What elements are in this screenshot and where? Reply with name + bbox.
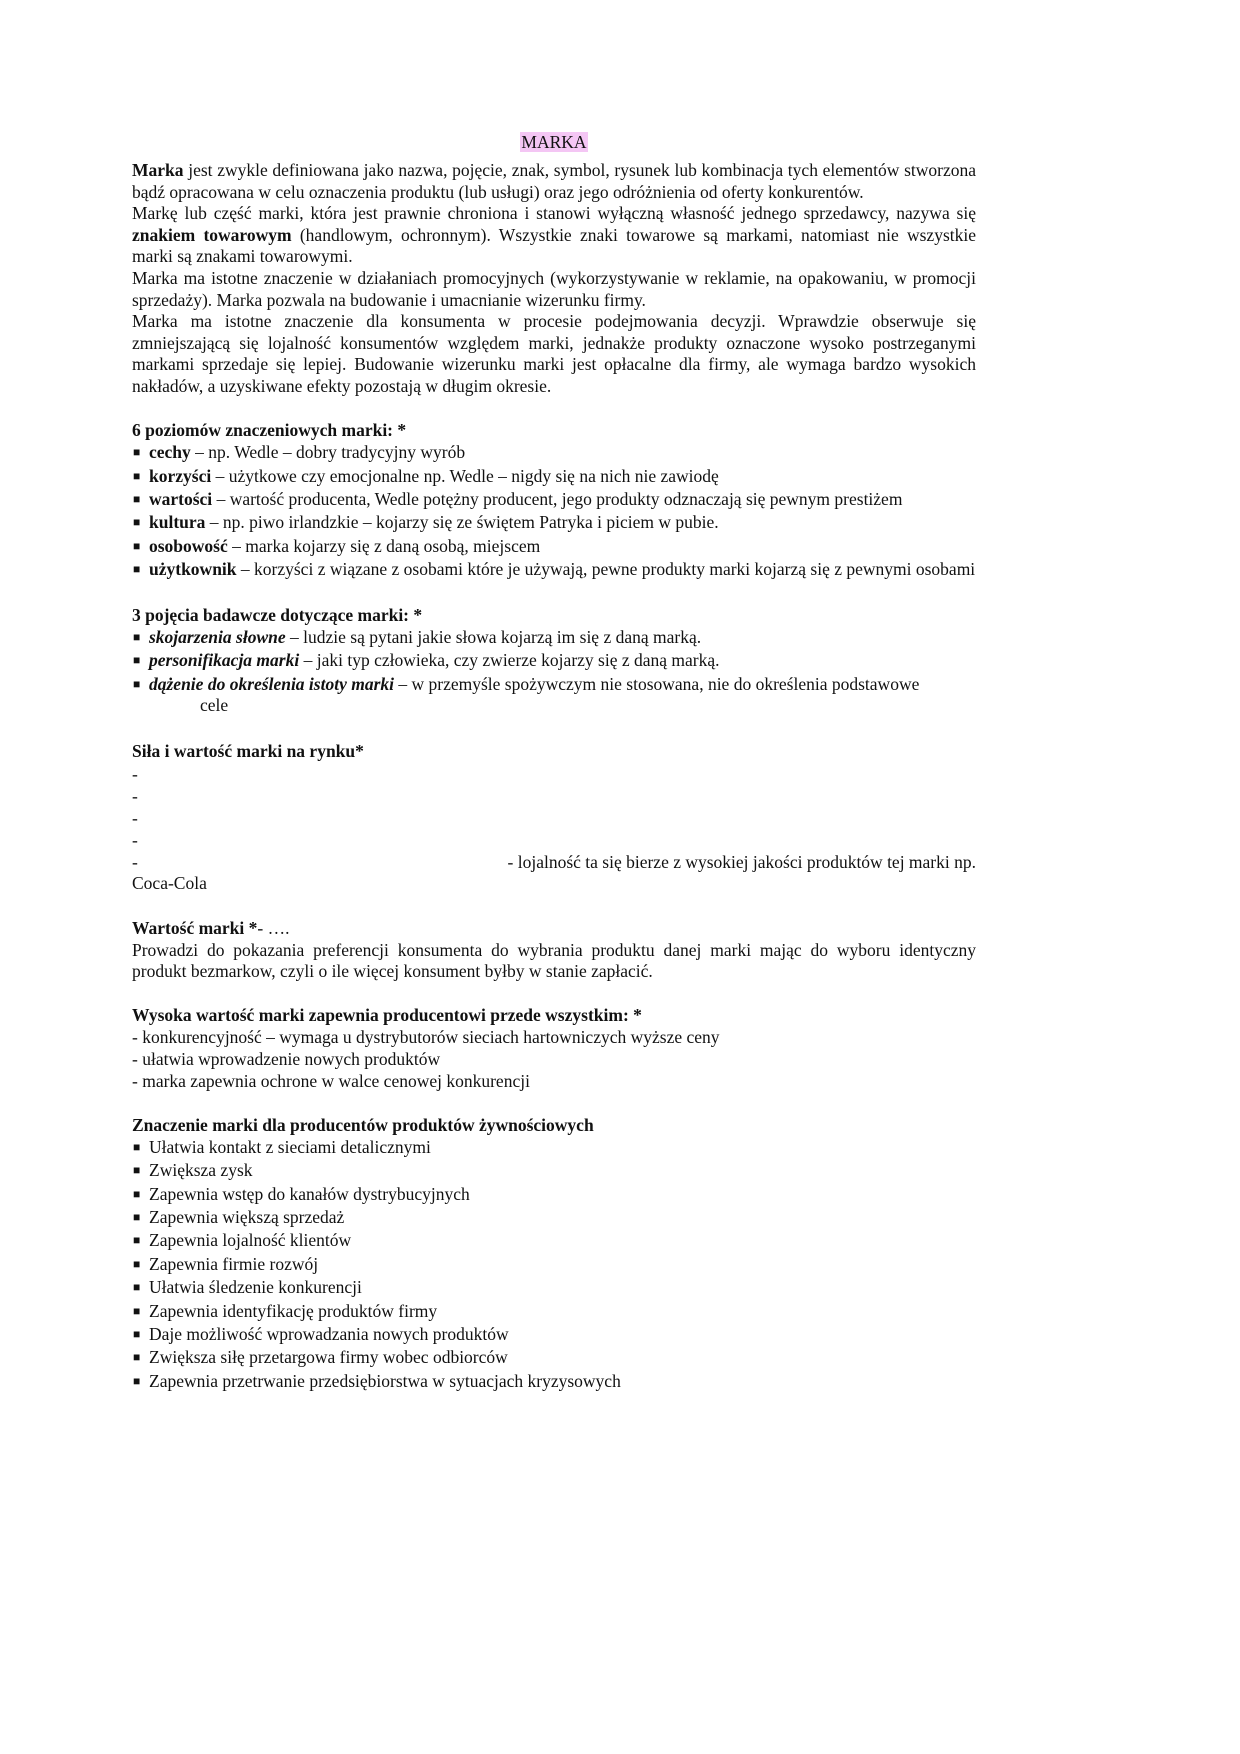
bullet-icon: ■ (133, 491, 141, 506)
high-value-line: - konkurencyjność – wymaga u dystrybutorów sieciach hartowniczych wyższe ceny (132, 1027, 720, 1048)
bullet-icon: ■ (133, 1373, 141, 1388)
bullet-icon: ■ (133, 676, 141, 691)
list-item: ■ Ułatwia kontakt z sieciami detalicznymi (133, 1136, 431, 1157)
document-page (132, 130, 976, 1394)
bullet-icon: ■ (133, 538, 141, 553)
bullet-icon: ■ (133, 1350, 141, 1365)
list-item: ■ Zapewnia większą sprzedaż (133, 1206, 345, 1227)
list-item: ■ kultura – np. piwo irlandzkie – kojarzy się ze świętem Patryka i piciem w pubie. (133, 512, 719, 533)
intro-paragraph-4: Marka ma istotne znaczenie dla konsumenta w procesie podejmowania decyzji. Wprawdzie obserwuje się zmniejszającą się lojalność konsumentów względem marki, jednakże produkty oznaczone wysoko postrzeganymi markami sprzedaje się lepiej. Budowanie wizerunku marki jest opłacalne dla firmy, ale wymaga bardzo wysokich nakładów, a uzyskiwane efekty pozostają w długim okresie. (132, 311, 976, 396)
bullet-icon: ■ (133, 653, 141, 668)
levels-list (132, 442, 976, 581)
list-item: ■ Ułatwia śledzenie konkurencji (133, 1277, 362, 1298)
bullet-icon: ■ (133, 1280, 141, 1295)
list-item: ■ dążenie do określenia istoty marki – w przemyśle spożywczym nie stosowana, nie do określenia podstawowe cele (133, 673, 920, 716)
list-item: ■ wartości – wartość producenta, Wedle potężny producent, jego produkty odznaczają się pewnym prestiżem (133, 488, 903, 509)
list-item: ■ Daje możliwość wprowadzania nowych produktów (133, 1323, 509, 1344)
list-item: ■ Zwiększa siłę przetargowa firmy wobec odbiorców (133, 1347, 508, 1368)
bullet-icon: ■ (133, 1326, 141, 1341)
high-value-heading: Wysoka wartość marki zapewnia producentowi przede wszystkim: * (132, 1005, 642, 1026)
bullet-icon: ■ (133, 468, 141, 483)
dash-line: - (132, 764, 138, 785)
list-item: ■ Zapewnia lojalność klientów (133, 1230, 352, 1251)
high-value-line: - marka zapewnia ochrone w walce cenowej konkurencji (132, 1070, 530, 1091)
bullet-icon: ■ (133, 630, 141, 645)
list-item: ■ cechy – np. Wedle – dobry tradycyjny wyrób (133, 442, 466, 463)
list-item: ■ skojarzenia słowne – ludzie są pytani jakie słowa kojarzą im się z daną marką. (133, 627, 702, 648)
value-text: Prowadzi do pokazania preferencji konsumenta do wybrania produktu danej marki mając do wyboru identyczny produkt bezmarkow, czyli o ile więcej konsument byłby w stanie zapłacić. (132, 939, 976, 982)
value-heading: Wartość marki *- …. (132, 917, 290, 938)
bullet-icon: ■ (133, 445, 141, 460)
list-item: ■ korzyści – użytkowe czy emocjonalne np. Wedle – nigdy się na nich nie zawiodę (133, 465, 719, 486)
list-item: ■ użytkownik – korzyści z wiązane z osobami które je używają, pewne produkty marki kojarzą się z pewnymi osobami (133, 559, 976, 580)
dash-line: - (132, 808, 138, 829)
document-title: MARKA (521, 132, 587, 152)
food-heading: Znaczenie marki dla producentów produktów żywnościowych (132, 1114, 594, 1135)
high-value-line: - ułatwia wprowadzenie nowych produktów (132, 1048, 441, 1069)
list-item: ■ Zapewnia wstęp do kanałów dystrybucyjnych (133, 1183, 470, 1204)
levels-heading: 6 poziomów znaczeniowych marki: * (132, 420, 407, 441)
dash-line-with-text: - - lojalność ta się bierze z wysokiej jakości produktów tej marki np. (132, 852, 976, 873)
bullet-icon: ■ (133, 515, 141, 530)
intro-paragraph-2: Markę lub część marki, która jest prawnie chroniona i stanowi wyłączną własność jednego sprzedawcy, nazywa się znakiem towarowym (handlowym, ochronnym). Wszystkie znaki towarowe są markami, natomiast nie wszystkie marki są znakami towarowymi. (132, 203, 977, 267)
research-heading: 3 pojęcia badawcze dotyczące marki: * (132, 605, 423, 626)
bullet-icon: ■ (133, 1303, 141, 1318)
dash-line: - (132, 830, 138, 851)
list-item: ■ personifikacja marki – jaki typ człowieka, czy zwierze kojarzy się z daną marką. (133, 650, 720, 671)
list-item: ■ Zwiększa zysk (133, 1160, 253, 1181)
list-item: ■ Zapewnia firmie rozwój (133, 1253, 319, 1274)
bullet-icon: ■ (133, 1163, 141, 1178)
list-item: ■ Zapewnia identyfikację produktów firmy (133, 1300, 438, 1321)
list-item: ■ osobowość – marka kojarzy się z daną osobą, miejscem (133, 535, 541, 556)
research-list (132, 627, 976, 717)
dash-line: - (132, 786, 138, 807)
bullet-icon: ■ (133, 1209, 141, 1224)
bullet-icon: ■ (133, 1256, 141, 1271)
strength-heading: Siła i wartość marki na rynku* (132, 741, 364, 762)
bullet-icon: ■ (133, 562, 141, 577)
intro-paragraph-3: Marka ma istotne znaczenie w działaniach promocyjnych (wykorzystywanie w reklamie, na opakowaniu, w promocji sprzedaży). Marka pozwala na budowanie i umacnianie wizerunku firmy. (132, 267, 976, 310)
bullet-icon: ■ (133, 1139, 141, 1154)
strength-continuation: Coca-Cola (132, 873, 207, 894)
food-list (132, 1137, 976, 1393)
bullet-icon: ■ (133, 1233, 141, 1248)
bullet-icon: ■ (133, 1186, 141, 1201)
intro-paragraph-1: Marka jest zwykle definiowana jako nazwa, pojęcie, znak, symbol, rysunek lub kombinacja tych elementów stworzona bądź opracowana w celu oznaczenia produktu (lub usługi) oraz jego odróżnienia od oferty konkurentów. (132, 160, 976, 202)
list-item: ■ Zapewnia przetrwanie przedsiębiorstwa w sytuacjach kryzysowych (133, 1370, 621, 1391)
